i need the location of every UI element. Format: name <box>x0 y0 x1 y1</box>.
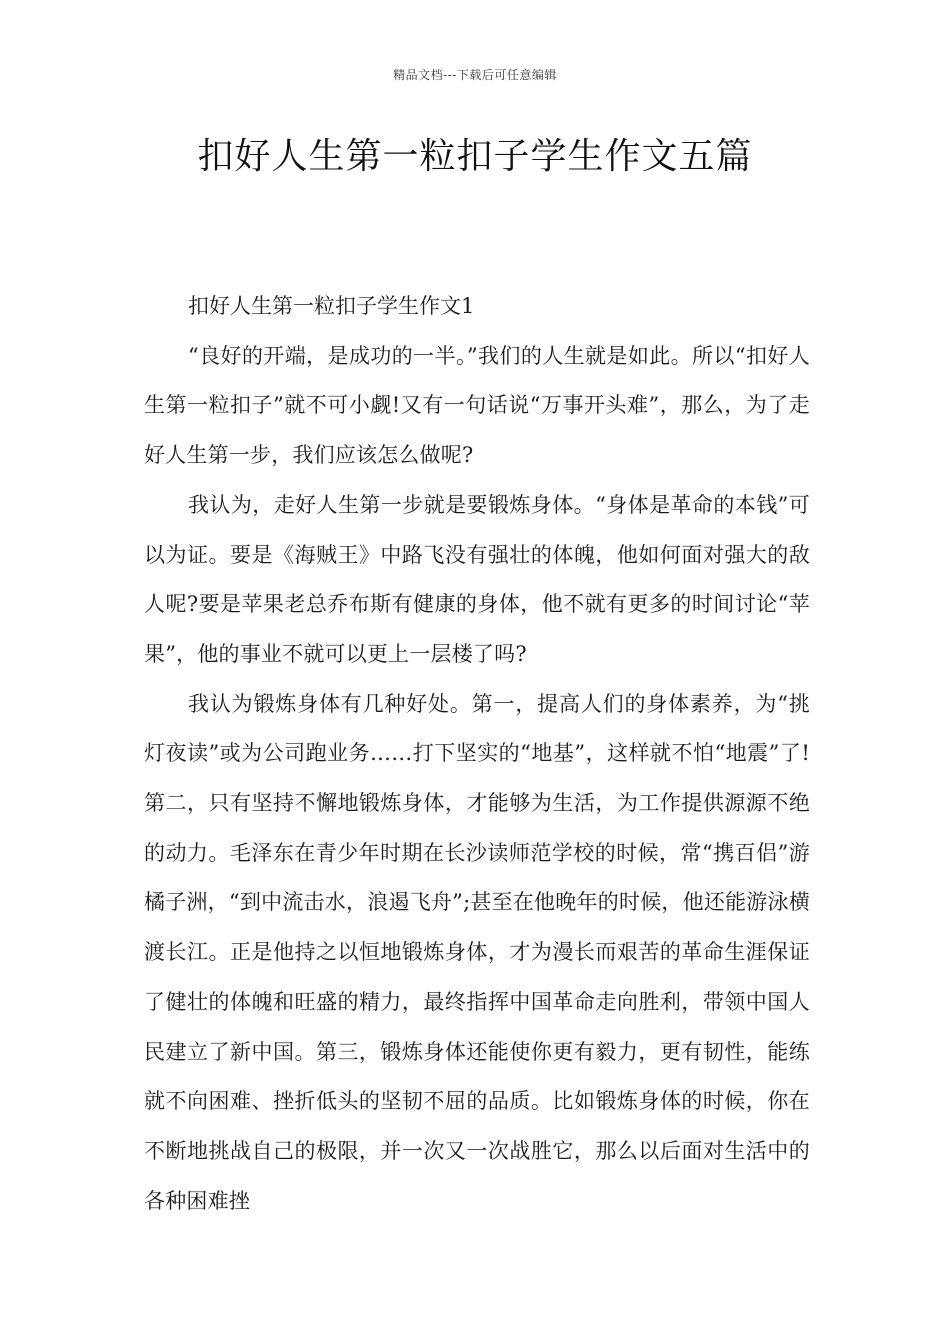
paragraph-3: 我认为锻炼身体有几种好处。第一，提高人们的身体素养，为“挑灯夜读”或为公司跑业务……打下坚实的“地基”，这样就不怕“地震”了!第二，只有坚持不懈地锻炼身体，才能够为生活，为工作提供源源不绝的动力。毛泽东在青少年时期在长沙读师范学校的时候，常“携百侣”游橘子洲，“到中流击水，浪遏飞舟”;甚至在他晚年的时候，他还能游泳横渡长江。正是他持之以恒地锻炼身体，才为漫长而艰苦的革命生涯保证了健壮的体魄和旺盛的精力，最终指挥中国革命走向胜利，带领中国人民建立了新中国。第三，锻炼身体还能使你更有毅力，更有韧性，能练就不向困难、挫折低头的坚韧不屈的品质。比如锻炼身体的时候，你在不断地挑战自己的极限，并一次又一次战胜它，那么以后面对生活中的各种困难挫 <box>144 691 810 1213</box>
paragraph-1: “良好的开端，是成功的一半。”我们的人生就是如此。所以“扣好人生第一粒扣子”就不可小觑!又有一句话说“万事开头难”，那么，为了走好人生第一步，我们应该怎么做呢? <box>144 343 810 468</box>
section-heading: 扣好人生第一粒扣子学生作文1 <box>188 294 475 318</box>
document-body <box>144 282 810 1226</box>
paragraph-2: 我认为，走好人生第一步就是要锻炼身体。“身体是革命的本钱”可以为证。要是《海贼王》中路飞没有强壮的体魄，他如何面对强大的敌人呢?要是苹果老总乔布斯有健康的身体，他不就有更多的时间讨论“苹果”，他的事业不就可以更上一层楼了吗? <box>144 492 810 666</box>
header-note: 精品文档---下载后可任意编辑 <box>393 68 557 82</box>
document-title: 扣好人生第一粒扣子学生作文五篇 <box>197 136 753 177</box>
